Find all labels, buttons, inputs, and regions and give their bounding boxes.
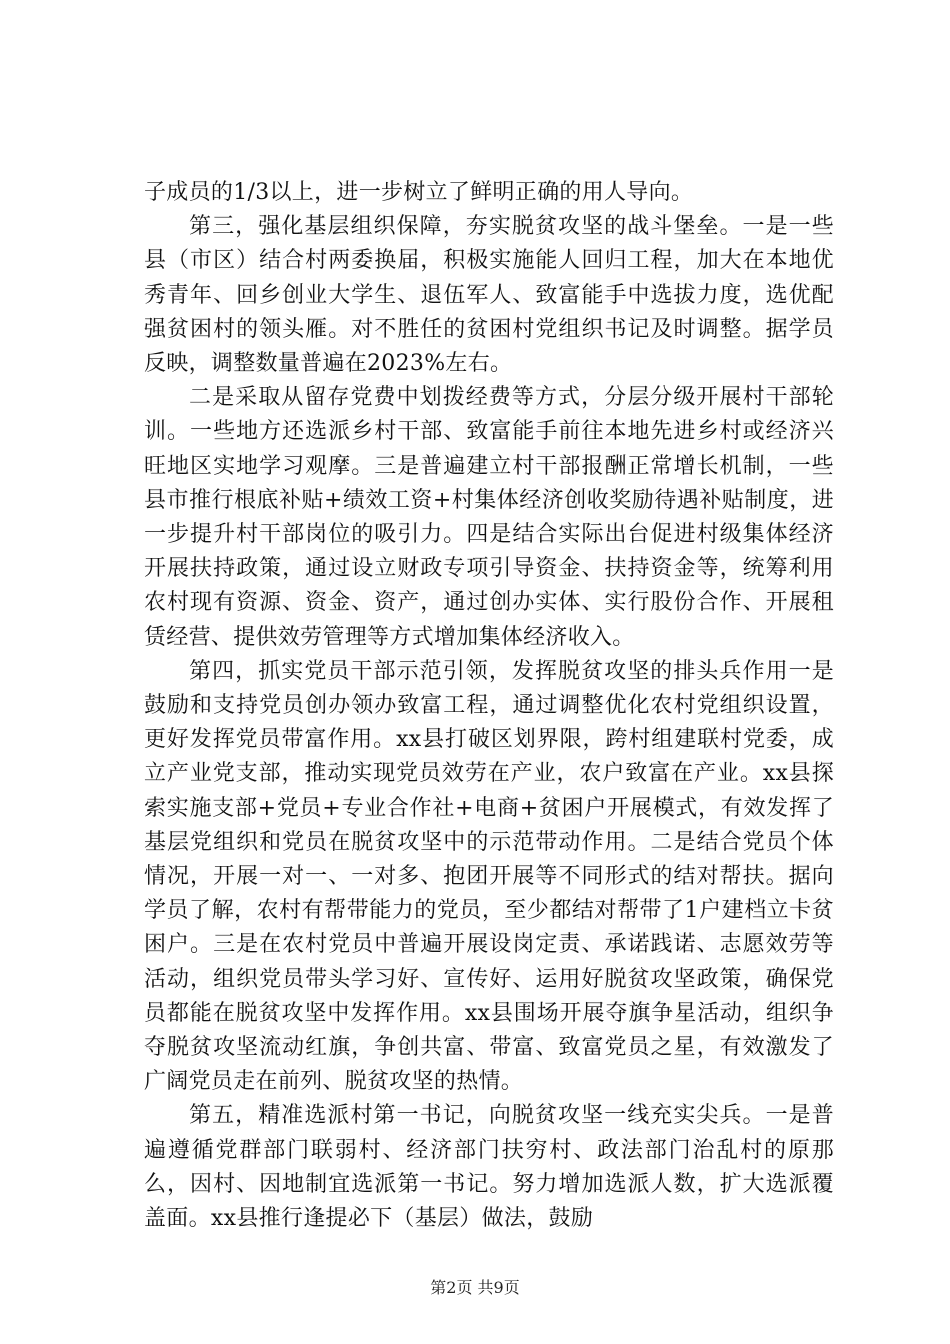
paragraph-continuation: 子成员的1/3以上，进一步树立了鲜明正确的用人导向。 bbox=[144, 180, 694, 205]
paragraph-village-cadre-training: 二是采取从留存党费中划拨经费等方式，分层分级开展村干部轮训。一些地方还选派乡村干部、致富能手前往本地先进乡村或经济兴旺地区实地学习观摩。三是普遍建立村干部报酬正常增长机制，一些县市推行根底补贴+绩效工资+村集体经济创收奖励待遇补贴制度，进一步提升村干部岗位的吸引力。四是结合实际出台促进村级集体经济开展扶持政策，通过设立财政专项引导资金、扶持资金等，统筹利用农村现有资源、资金、资产，通过创办实体、实行股份合作、开展租赁经营、提供效劳管理等方式增加集体经济收入。 bbox=[144, 385, 834, 650]
paragraph-third-point: 第三，强化基层组织保障，夯实脱贫攻坚的战斗堡垒。一是一些县（市区）结合村两委换届，积极实施能人回归工程，加大在本地优秀青年、回乡创业大学生、退伍军人、致富能手中选拔力度，选优配强贫困村的领头雁。对不胜任的贫困村党组织书记及时调整。据学员反映，调整数量普遍在2023%左右。 bbox=[144, 214, 834, 377]
page-footer: 第2页 共9页 bbox=[430, 1278, 520, 1297]
paragraph-fifth-point: 第五，精准选派村第一书记，向脱贫攻坚一线充实尖兵。一是普遍遵循党群部门联弱村、经济部门扶穷村、政法部门治乱村的原那么，因村、因地制宜选派第一书记。努力增加选派人数，扩大选派覆盖面。xx县推行逢提必下（基层）做法，鼓励 bbox=[144, 1103, 834, 1232]
document-body bbox=[144, 176, 834, 1236]
paragraph-fourth-point: 第四，抓实党员干部示范引领，发挥脱贫攻坚的排头兵作用一是鼓励和支持党员创办领办致富工程，通过调整优化农村党组织设置，更好发挥党员带富作用。xx县打破区划界限，跨村组建联村党委，成立产业党支部，推动实现党员效劳在产业，农户致富在产业。xx县探索实施支部+党员+专业合作社+电商+贫困户开展模式，有效发挥了基层党组织和党员在脱贫攻坚中的示范带动作用。二是结合党员个体情况，开展一对一、一对多、抱团开展等不同形式的结对帮扶。据向学员了解，农村有帮带能力的党员，至少都结对帮带了1户建档立卡贫困户。三是在农村党员中普遍开展设岗定责、承诺践诺、志愿效劳等活动，组织党员带头学习好、宣传好、运用好脱贫攻坚政策，确保党员都能在脱贫攻坚中发挥作用。xx县围场开展夺旗争星活动，组织争夺脱贫攻坚流动红旗，争创共富、带富、致富党员之星，有效激发了广阔党员走在前列、脱贫攻坚的热情。 bbox=[144, 658, 834, 1095]
